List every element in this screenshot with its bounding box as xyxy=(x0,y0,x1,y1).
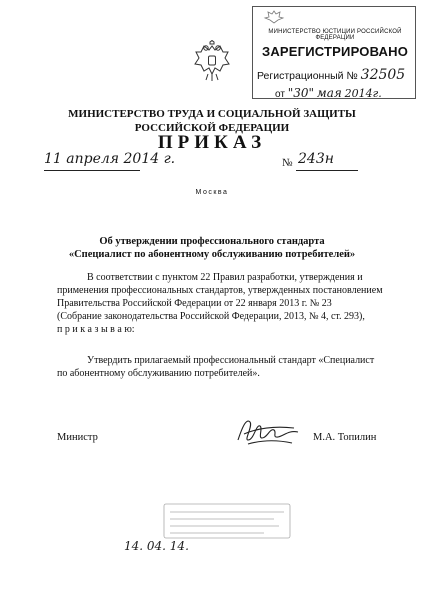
order-number-prefix: № xyxy=(282,157,293,169)
stamp-registration-line xyxy=(257,67,405,83)
signer-position: Министр xyxy=(57,432,98,443)
ministry-line-1: МИНИСТЕРСТВО ТРУДА И СОЦИАЛЬНОЙ ЗАЩИТЫ xyxy=(68,108,356,120)
order-title: ПРИКАЗ xyxy=(157,132,267,153)
stamp-title: ЗАРЕГИСТРИРОВАНО xyxy=(261,44,409,59)
stamp-date-month: мая xyxy=(316,86,342,100)
stamp-reg-label: Регистрационный № xyxy=(257,70,358,82)
city: Москва xyxy=(195,189,229,196)
registration-stamp xyxy=(252,6,416,99)
para2-line: по абонентному обслуживанию потребителей». xyxy=(57,368,260,379)
subject-line-2: «Специалист по абонентному обслуживанию потребителей» xyxy=(68,249,356,260)
signer-name: М.А. Топилин xyxy=(313,432,377,443)
paragraph-1 xyxy=(57,271,391,336)
para1-line: (Собрание законодательства Российской Федерации, 2013, № 4, ст. 293), xyxy=(57,311,365,322)
stamp-date-day: "30" xyxy=(287,86,315,100)
para1-line: Правительства Российской Федерации от 22 января 2013 г. № 23 xyxy=(57,298,332,309)
order-body xyxy=(57,271,391,380)
order-subject xyxy=(0,235,424,261)
stamp-reg-number: 32505 xyxy=(360,67,406,83)
order-number: 243н xyxy=(298,151,334,167)
stamp-date-prefix: от xyxy=(275,89,285,100)
bottom-handwritten-note: 14. 04. 14. xyxy=(124,539,189,553)
para1-line: применения профессиональных стандартов, утвержденных постановлением xyxy=(57,285,383,296)
stamp-date-line xyxy=(275,86,382,100)
russian-coat-of-arms-icon xyxy=(192,40,232,84)
stamp-ministry: МИНИСТЕРСТВО ЮСТИЦИИ РОССИЙСКОЙ ФЕДЕРАЦИИ xyxy=(268,29,402,41)
handwritten-signature-icon xyxy=(232,410,312,452)
stamp-emblem-icon xyxy=(261,9,287,25)
para2-line: Утвердить прилагаемый профессиональный стандарт «Специалист xyxy=(87,355,375,366)
subject-line-1: Об утверждении профессионального стандарта xyxy=(99,236,325,247)
stamp-date-year: 2014г. xyxy=(344,87,382,100)
ministry-name xyxy=(0,107,424,135)
paragraph-2 xyxy=(57,354,391,380)
para1-line: В соответствии с пунктом 22 Правил разработки, утверждения и xyxy=(87,272,363,283)
order-date-underline xyxy=(44,170,140,171)
order-number-underline xyxy=(296,170,358,171)
order-date: 11 апреля 2014 г. xyxy=(44,151,176,167)
para1-line: п р и к а з ы в а ю: xyxy=(57,324,135,335)
ministry-line-2: РОССИЙСКОЙ ФЕДЕРАЦИИ xyxy=(134,122,290,134)
